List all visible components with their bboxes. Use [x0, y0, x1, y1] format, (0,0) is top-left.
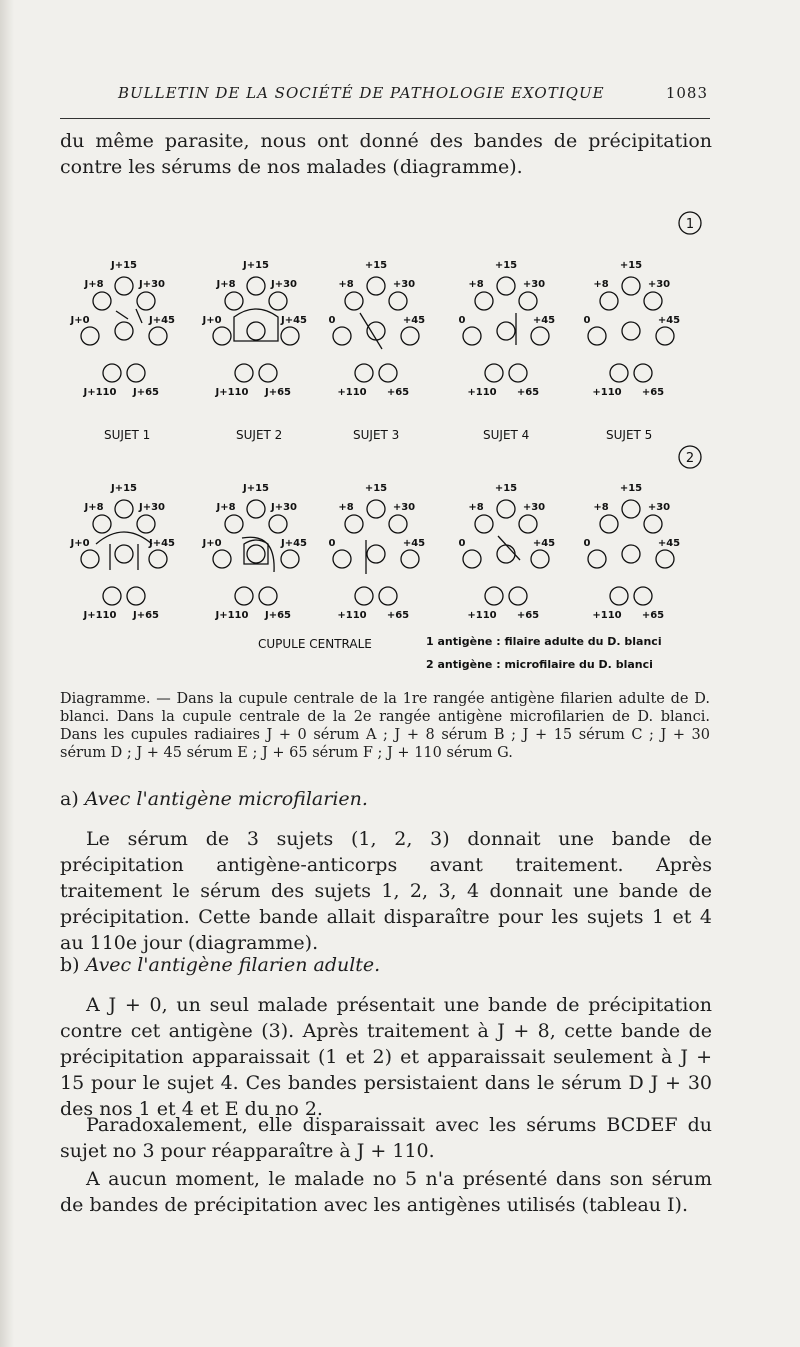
well-label: +110: [467, 610, 497, 621]
radial-well-r2-s1: [103, 587, 121, 605]
center-well-r2-s3: [367, 545, 385, 563]
radial-well-r1-s2: [213, 327, 231, 345]
well-label: +15: [364, 260, 388, 271]
radial-well-r2-s3: [389, 515, 407, 533]
page-edge: [0, 0, 14, 1347]
well-label: J+110: [215, 387, 249, 398]
well-label: +65: [516, 387, 540, 398]
radial-well-r1-s5: [656, 327, 674, 345]
well-label: +65: [641, 387, 665, 398]
radial-well-r1-s2: [225, 292, 243, 310]
precipitation-band: [136, 309, 142, 323]
center-well-r2-s4: [497, 545, 515, 563]
radial-well-r1-s3: [401, 327, 419, 345]
well-label: +30: [392, 279, 416, 290]
radial-well-r2-s4: [519, 515, 537, 533]
radial-well-r2-s5: [634, 587, 652, 605]
radial-well-r2-s3: [379, 587, 397, 605]
radial-well-r1-s2: [235, 364, 253, 382]
radial-well-r1-s1: [93, 292, 111, 310]
well-label: J+110: [83, 610, 117, 621]
well-label: J+45: [148, 315, 176, 326]
well-label: 0: [328, 315, 336, 326]
well-label: J+65: [132, 610, 160, 621]
radial-well-r2-s2: [269, 515, 287, 533]
section-a-heading: [60, 788, 710, 810]
legend-antigen-2: 2 antigène : microfilaire du D. blanci: [426, 658, 653, 671]
well-label: +30: [647, 279, 671, 290]
well-label: +65: [516, 610, 540, 621]
well-label: +110: [337, 610, 367, 621]
radial-well-r1-s2: [247, 277, 265, 295]
radial-well-r1-s2: [259, 364, 277, 382]
well-label: J+110: [83, 387, 117, 398]
immunodiffusion-diagram: [58, 196, 718, 686]
well-label: +8: [593, 279, 609, 290]
radial-well-r2-s1: [127, 587, 145, 605]
subject-label-4: SUJET 4: [483, 428, 530, 442]
center-well-r2-s1: [115, 545, 133, 563]
well-label: 0: [458, 315, 466, 326]
precipitation-band: [116, 311, 128, 319]
radial-well-r2-s2: [259, 587, 277, 605]
well-label: J+8: [216, 279, 236, 290]
well-label: J+30: [270, 502, 298, 513]
subject-label-5: SUJET 5: [606, 428, 653, 442]
radial-well-r1-s5: [588, 327, 606, 345]
well-label: J+45: [148, 538, 176, 549]
well-label: +15: [364, 483, 388, 494]
well-label: +45: [402, 538, 426, 549]
radial-well-r1-s4: [509, 364, 527, 382]
well-label: +15: [494, 260, 518, 271]
radial-well-r2-s4: [531, 550, 549, 568]
radial-well-r1-s3: [345, 292, 363, 310]
radial-well-r1-s3: [367, 277, 385, 295]
well-label: J+110: [215, 610, 249, 621]
subject-label-1: SUJET 1: [104, 428, 151, 442]
center-caption: CUPULE CENTRALE: [258, 637, 372, 651]
radial-well-r2-s2: [281, 550, 299, 568]
radial-well-r1-s5: [634, 364, 652, 382]
radial-well-r2-s3: [401, 550, 419, 568]
diagram-figure: [58, 196, 718, 686]
radial-well-r2-s4: [475, 515, 493, 533]
radial-well-r1-s4: [475, 292, 493, 310]
radial-well-r2-s2: [235, 587, 253, 605]
center-well-r2-s5: [622, 545, 640, 563]
radial-well-r2-s1: [93, 515, 111, 533]
radial-well-r2-s5: [656, 550, 674, 568]
radial-well-r1-s5: [622, 277, 640, 295]
center-well-r1-s2: [247, 322, 265, 340]
figure-caption: Diagramme. — Dans la cupule centrale de la 1re rangée antigène filarien adulte de D. blanci. Dans la cupule centrale de la 2e rangée antigène microfilarien de D. blanci. Dans les cupules radiaires J + 0 sérum A ; J + 8 sérum B ; J + 15 sérum C ; J + 30 sérum D ; J + 45 sérum E ; J + 65 sérum F ; J + 110 sérum G.: [60, 691, 710, 761]
precipitation-band: [498, 536, 520, 560]
well-label: J+45: [280, 315, 308, 326]
subject-label-3: SUJET 3: [353, 428, 400, 442]
well-label: J+8: [216, 502, 236, 513]
well-label: J+65: [264, 387, 292, 398]
well-label: J+30: [138, 502, 166, 513]
well-label: J+0: [70, 538, 90, 549]
well-label: +65: [386, 610, 410, 621]
well-label: +8: [338, 279, 354, 290]
radial-well-r2-s3: [355, 587, 373, 605]
header-rule: [60, 118, 710, 119]
radial-well-r1-s3: [379, 364, 397, 382]
radial-well-r1-s2: [269, 292, 287, 310]
radial-well-r2-s1: [149, 550, 167, 568]
section-b-paragraph-2: Paradoxalement, elle disparaissait avec les sérums BCDEF du sujet no 3 pour réapparaître à J + 110.: [60, 1114, 712, 1162]
well-label: +110: [592, 610, 622, 621]
intro-paragraph: du même parasite, nous ont donné des bandes de précipitation contre les sérums de nos malades (diagramme).: [60, 130, 712, 178]
row2-marker: 2: [685, 451, 695, 466]
well-label: +30: [392, 502, 416, 513]
well-label: +45: [402, 315, 426, 326]
well-label: +65: [386, 387, 410, 398]
precipitation-band: [96, 532, 152, 544]
radial-well-r2-s5: [610, 587, 628, 605]
well-label: +15: [494, 483, 518, 494]
well-label: J+15: [242, 483, 270, 494]
journal-title: BULLETIN DE LA SOCIÉTÉ DE PATHOLOGIE EXOTIQUE: [118, 84, 605, 102]
page-number: 1083: [665, 84, 708, 102]
center-well-r1-s1: [115, 322, 133, 340]
section-b-heading: [60, 954, 710, 976]
well-label: J+65: [264, 610, 292, 621]
radial-well-r1-s4: [463, 327, 481, 345]
well-label: 0: [583, 315, 591, 326]
radial-well-r2-s1: [137, 515, 155, 533]
well-label: +45: [532, 315, 556, 326]
radial-well-r2-s3: [345, 515, 363, 533]
section-a-title: Avec l'antigène microfilarien.: [84, 788, 368, 810]
well-label: +110: [337, 387, 367, 398]
radial-well-r1-s1: [103, 364, 121, 382]
radial-well-r1-s5: [610, 364, 628, 382]
radial-well-r2-s3: [333, 550, 351, 568]
well-label: +8: [468, 279, 484, 290]
radial-well-r1-s4: [485, 364, 503, 382]
radial-well-r2-s4: [463, 550, 481, 568]
radial-well-r1-s3: [355, 364, 373, 382]
well-label: J+65: [132, 387, 160, 398]
row1-marker: 1: [685, 217, 695, 232]
radial-well-r1-s1: [127, 364, 145, 382]
radial-well-r1-s4: [519, 292, 537, 310]
radial-well-r1-s3: [333, 327, 351, 345]
well-label: 0: [583, 538, 591, 549]
section-b-label: b): [60, 954, 80, 976]
well-label: +110: [467, 387, 497, 398]
well-label: +45: [657, 538, 681, 549]
well-label: +15: [619, 483, 643, 494]
center-well-r2-s2: [247, 545, 265, 563]
well-label: +110: [592, 387, 622, 398]
well-label: J+30: [138, 279, 166, 290]
radial-well-r1-s5: [600, 292, 618, 310]
well-label: J+8: [84, 279, 104, 290]
well-label: +8: [468, 502, 484, 513]
well-label: +30: [522, 502, 546, 513]
precipitation-band: [234, 309, 278, 341]
section-a-label: a): [60, 788, 79, 810]
well-label: J+30: [270, 279, 298, 290]
radial-well-r2-s5: [588, 550, 606, 568]
well-label: +8: [593, 502, 609, 513]
well-label: 0: [458, 538, 466, 549]
well-label: +45: [657, 315, 681, 326]
precipitation-band: [360, 313, 382, 349]
radial-well-r1-s1: [149, 327, 167, 345]
center-well-r1-s3: [367, 322, 385, 340]
radial-well-r2-s5: [600, 515, 618, 533]
well-label: J+45: [280, 538, 308, 549]
radial-well-r1-s1: [115, 277, 133, 295]
well-label: 0: [328, 538, 336, 549]
radial-well-r2-s2: [247, 500, 265, 518]
section-b-paragraph-1: A J + 0, un seul malade présentait une bande de précipitation contre cet antigène (3). Après traitement à J + 8, cette bande de précipitation apparaissait (1 et 2) et apparaissait seulement à J + 15 pour le sujet 4. Ces bandes persistaient dans le sérum D J + 30 des nos 1 et 4 et E du no 2.: [60, 994, 712, 1120]
legend-antigen-1: 1 antigène : filaire adulte du D. blanci: [426, 635, 662, 648]
well-label: +45: [532, 538, 556, 549]
radial-well-r2-s5: [644, 515, 662, 533]
subject-label-2: SUJET 2: [236, 428, 283, 442]
radial-well-r2-s4: [509, 587, 527, 605]
radial-well-r2-s4: [497, 500, 515, 518]
radial-well-r2-s1: [115, 500, 133, 518]
radial-well-r1-s1: [137, 292, 155, 310]
center-well-r1-s5: [622, 322, 640, 340]
radial-well-r2-s1: [81, 550, 99, 568]
radial-well-r1-s1: [81, 327, 99, 345]
well-label: J+15: [110, 260, 138, 271]
section-b-title: Avec l'antigène filarien adulte.: [85, 954, 381, 976]
well-label: +30: [647, 502, 671, 513]
well-label: J+0: [202, 315, 222, 326]
radial-well-r2-s5: [622, 500, 640, 518]
radial-well-r2-s3: [367, 500, 385, 518]
well-label: J+15: [110, 483, 138, 494]
radial-well-r1-s3: [389, 292, 407, 310]
well-label: J+0: [202, 538, 222, 549]
well-label: J+15: [242, 260, 270, 271]
well-label: +65: [641, 610, 665, 621]
well-label: +15: [619, 260, 643, 271]
radial-well-r2-s2: [225, 515, 243, 533]
well-label: J+8: [84, 502, 104, 513]
radial-well-r1-s4: [531, 327, 549, 345]
radial-well-r1-s2: [281, 327, 299, 345]
radial-well-r2-s4: [485, 587, 503, 605]
radial-well-r2-s2: [213, 550, 231, 568]
radial-well-r1-s4: [497, 277, 515, 295]
section-a-paragraph: Le sérum de 3 sujets (1, 2, 3) donnait une bande de précipitation antigène-anticorps avant traitement. Après traitement le sérum des sujets 1, 2, 3, 4 donnait une bande de précipitation. Cette bande allait disparaître pour les sujets 1 et 4 au 110e jour (diagramme).: [60, 828, 712, 954]
well-label: +30: [522, 279, 546, 290]
radial-well-r1-s5: [644, 292, 662, 310]
well-label: J+0: [70, 315, 90, 326]
well-label: +8: [338, 502, 354, 513]
section-b-paragraph-3: A aucun moment, le malade no 5 n'a présenté dans son sérum de bandes de précipitation avec les antigènes utilisés (tableau I).: [60, 1168, 712, 1216]
center-well-r1-s4: [497, 322, 515, 340]
